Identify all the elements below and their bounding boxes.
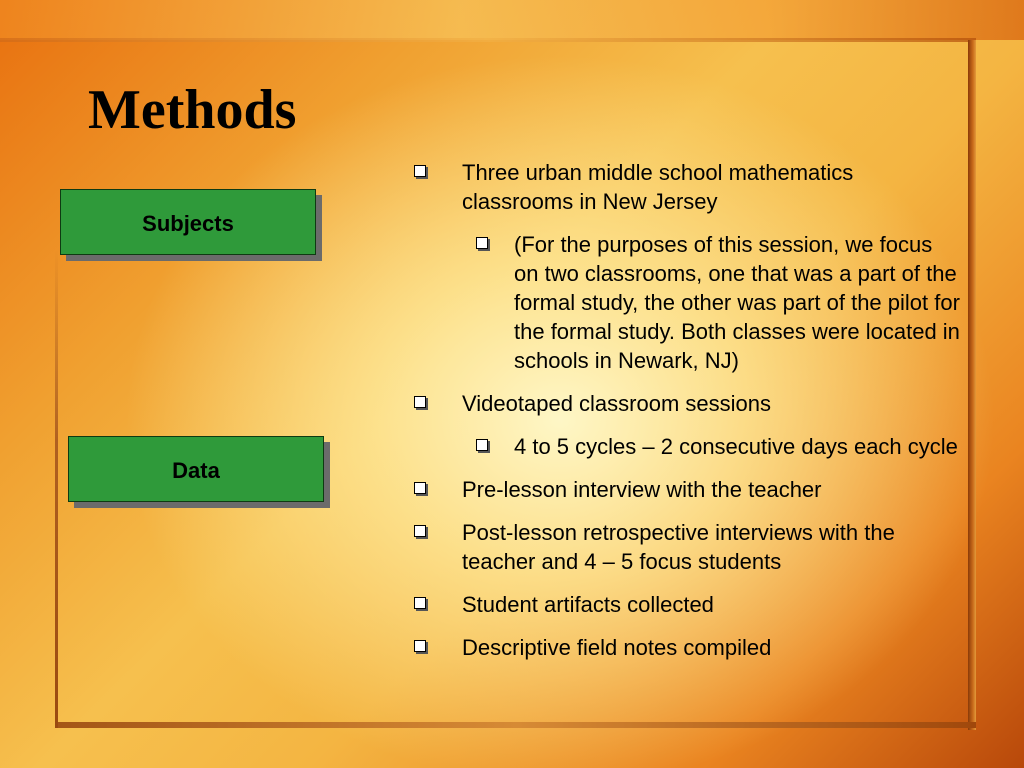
checkbox-bullet-icon — [414, 525, 426, 537]
slide-title: Methods — [88, 79, 297, 141]
bullet-list — [410, 158, 960, 676]
bullet-text: 4 to 5 cycles – 2 consecutive days each cycle — [514, 434, 958, 459]
checkbox-bullet-icon — [414, 597, 426, 609]
subjects-label-text: Subjects — [142, 211, 234, 236]
data-label-box — [68, 436, 324, 502]
bullet-text: Post-lesson retrospective interviews with the teacher and 4 – 5 focus students — [462, 520, 895, 574]
checkbox-bullet-icon — [476, 237, 488, 249]
frame-left-line — [55, 250, 58, 728]
frame-bottom-line — [58, 722, 976, 728]
frame-top-line — [0, 38, 976, 42]
frame-right-line — [968, 40, 976, 730]
checkbox-bullet-icon — [476, 439, 488, 451]
bullet-item — [410, 518, 960, 576]
bullet-text: Three urban middle school mathematics classrooms in New Jersey — [462, 160, 854, 214]
data-label-text: Data — [172, 458, 220, 483]
bullet-item — [410, 633, 960, 662]
checkbox-bullet-icon — [414, 165, 426, 177]
checkbox-bullet-icon — [414, 640, 426, 652]
bullet-item — [410, 389, 960, 418]
bullet-item — [410, 590, 960, 619]
subjects-label-box — [60, 189, 316, 255]
bullet-item — [410, 475, 960, 504]
bullet-text: (For the purposes of this session, we focus on two classrooms, one that was a part of the formal study, the other was part of the pilot for the formal study. Both classes were located in schools in Newark, NJ) — [514, 232, 960, 373]
sub-bullet-item — [410, 230, 960, 375]
bullet-text: Student artifacts collected — [462, 592, 714, 617]
checkbox-bullet-icon — [414, 396, 426, 408]
checkbox-bullet-icon — [414, 482, 426, 494]
bullet-text: Descriptive field notes compiled — [462, 635, 772, 660]
bullet-item — [410, 158, 960, 216]
sub-bullet-item — [410, 432, 960, 461]
decorative-top-band — [0, 0, 1024, 40]
bullet-text: Videotaped classroom sessions — [462, 391, 771, 416]
bullet-text: Pre-lesson interview with the teacher — [462, 477, 822, 502]
